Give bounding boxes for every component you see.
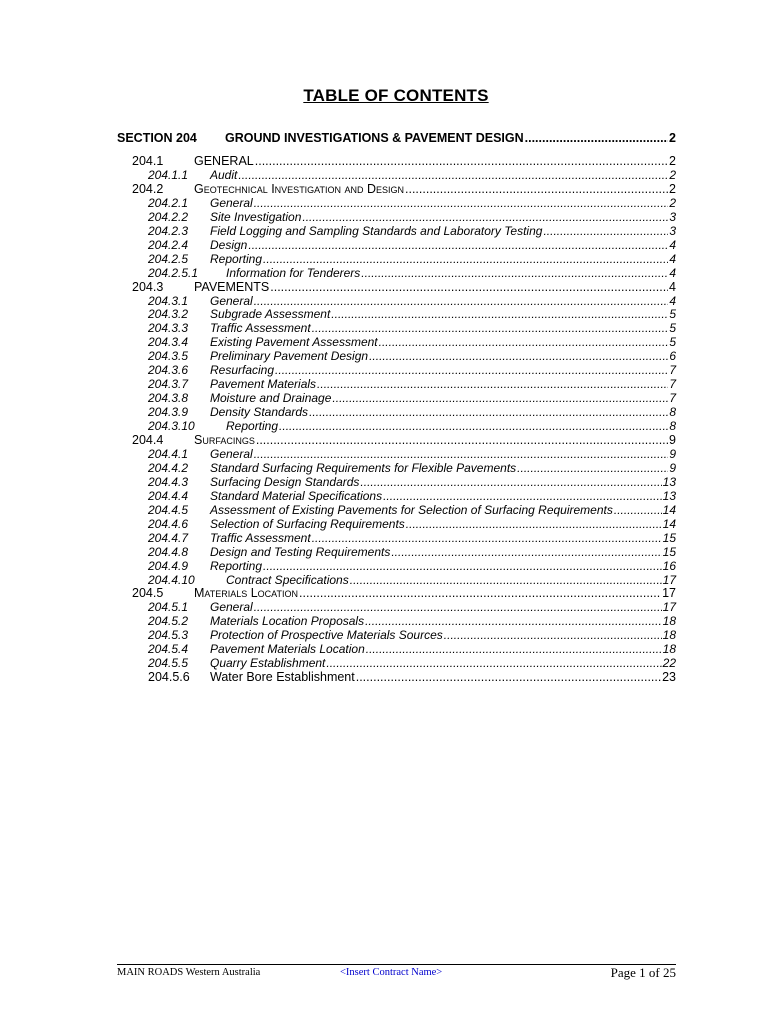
toc-entry[interactable]	[148, 363, 676, 377]
toc-entry-label: Reporting	[226, 419, 279, 434]
toc-leader-dots	[326, 656, 661, 670]
toc-entry-page: 6	[669, 349, 676, 364]
toc-entry-number: 204.4.10	[148, 572, 195, 587]
toc-entry-label: Assessment of Existing Pavements for Selection of Surfacing Requirements	[210, 502, 613, 517]
toc-entry-number: 204.4.7	[148, 530, 189, 545]
toc-entry-number: 204.3.10	[148, 419, 195, 434]
toc-entry-number: 204.3.2	[148, 307, 189, 322]
toc-entry-number: 204.5.1	[148, 600, 189, 615]
toc-entry[interactable]	[148, 503, 676, 517]
toc-entry-number: 204.5.6	[148, 670, 190, 685]
toc-entry-label: Subgrade Assessment	[210, 307, 331, 322]
toc-entry[interactable]	[132, 154, 676, 168]
toc-leader-dots	[299, 586, 661, 600]
toc-entry[interactable]	[148, 545, 676, 559]
toc-entry-label: Traffic Assessment	[210, 530, 311, 545]
toc-entry-page: 13	[662, 474, 676, 489]
toc-entry-number: 204.3.3	[148, 321, 189, 336]
toc-entry[interactable]	[148, 252, 676, 266]
toc-leader-dots	[270, 280, 668, 294]
toc-entry[interactable]	[148, 238, 676, 252]
toc-entry[interactable]	[148, 377, 676, 391]
toc-entry-label: Surfacing Design Standards	[210, 474, 360, 489]
toc-leader-dots	[254, 600, 662, 614]
toc-entry-number: 204.3.8	[148, 391, 189, 406]
footer-divider	[117, 964, 676, 965]
toc-leader-dots	[543, 224, 668, 238]
toc-entry[interactable]	[148, 656, 676, 670]
toc-leader-dots	[317, 377, 668, 391]
toc-leader-dots	[302, 210, 668, 224]
toc-entry-label: Standard Surfacing Requirements for Flexible Pavements	[210, 460, 517, 475]
toc-leader-dots	[254, 196, 669, 210]
toc-entry[interactable]	[132, 433, 676, 447]
toc-entry-number: 204.4	[132, 433, 164, 447]
toc-entry[interactable]	[148, 224, 676, 238]
toc-entry[interactable]	[148, 419, 676, 433]
toc-leader-dots	[350, 573, 662, 587]
toc-entry-label: Selection of Surfacing Requirements	[210, 516, 405, 531]
toc-entry-label: Density Standards	[210, 405, 309, 420]
toc-entry-number: 204.3.4	[148, 335, 189, 350]
toc-leader-dots	[254, 294, 669, 308]
toc-entry[interactable]	[148, 531, 676, 545]
toc-entry[interactable]	[148, 266, 676, 280]
toc-leader-dots	[383, 489, 662, 503]
toc-entry-label: Pavement Materials	[210, 377, 317, 392]
toc-entry[interactable]	[148, 461, 676, 475]
toc-entry-page: 5	[669, 335, 676, 350]
toc-leader-dots	[279, 419, 668, 433]
toc-entry-label: Field Logging and Sampling Standards and Laboratory Testing	[210, 223, 543, 238]
toc-entry-page: 4	[669, 279, 676, 294]
toc-entry-label: Site Investigation	[210, 209, 302, 224]
toc-entry-page: 9	[669, 446, 676, 461]
toc-entry[interactable]	[148, 210, 676, 224]
toc-entry[interactable]	[148, 670, 676, 684]
toc-entry-page: 18	[662, 614, 676, 629]
toc-leader-dots	[255, 154, 668, 168]
toc-entry-label: Pavement Materials Location	[210, 642, 365, 657]
toc-entry-number: 204.2.5	[148, 251, 189, 266]
toc-entry[interactable]	[148, 573, 676, 587]
toc-entry-page: 16	[662, 558, 676, 573]
toc-entry[interactable]	[148, 405, 676, 419]
toc-entry-page: 2	[669, 154, 676, 168]
toc-entry[interactable]	[148, 321, 676, 335]
toc-entry[interactable]	[148, 628, 676, 642]
toc-entry-label: GENERAL	[194, 154, 254, 168]
footer-page-number: Page 1 of 25	[610, 965, 676, 980]
toc-entry-label: Moisture and Drainage	[210, 391, 332, 406]
toc-leader-dots	[614, 503, 662, 517]
toc-entry[interactable]	[117, 131, 676, 145]
toc-entry-number: 204.3.5	[148, 349, 189, 364]
toc-entry[interactable]	[148, 642, 676, 656]
toc-entry-page: 17	[662, 586, 676, 601]
toc-entry[interactable]	[148, 168, 676, 182]
toc-leader-dots	[406, 517, 662, 531]
toc-entry[interactable]	[148, 349, 676, 363]
toc-entry-page: 9	[669, 433, 676, 447]
footer-organisation: MAIN ROADS Western Australia	[117, 967, 261, 978]
toc-entry-page: 3	[669, 223, 676, 238]
toc-entry-page: 2	[669, 167, 676, 182]
toc-leader-dots	[365, 614, 662, 628]
toc-entry-label: GROUND INVESTIGATIONS & PAVEMENT DESIGN	[225, 131, 524, 145]
toc-entry-page: 7	[669, 377, 676, 392]
toc-entry-page: 2	[669, 181, 676, 196]
toc-entry[interactable]	[148, 489, 676, 503]
toc-entry-label: Preliminary Pavement Design	[210, 349, 369, 364]
toc-entry-label: Design	[210, 237, 248, 252]
toc-entry-label: Reporting	[210, 558, 263, 573]
toc-leader-dots	[312, 531, 662, 545]
toc-entry-number: 204.5	[132, 586, 164, 601]
toc-leader-dots	[356, 670, 661, 684]
toc-entry-label: Water Bore Establishment	[210, 670, 355, 685]
toc-entry-number: 204.2.3	[148, 223, 189, 238]
toc-entry[interactable]	[148, 307, 676, 321]
toc-entry[interactable]	[148, 559, 676, 573]
toc-entry-label: Surfacings	[194, 433, 255, 447]
toc-entry-page: 14	[662, 502, 676, 517]
toc-entry[interactable]	[148, 196, 676, 210]
toc-entry-number: 204.4.2	[148, 460, 189, 475]
toc-leader-dots	[405, 182, 668, 196]
toc-entry[interactable]	[132, 586, 676, 600]
toc-leader-dots	[332, 391, 668, 405]
toc-entry-number: 204.5.3	[148, 628, 189, 643]
toc-entry-label: Resurfacing	[210, 363, 275, 378]
toc-entry-number: 204.4.9	[148, 558, 189, 573]
toc-entry-number: 204.4.6	[148, 516, 189, 531]
toc-entry-page: 4	[669, 251, 676, 266]
toc-entry-label: Information for Tenderers	[226, 265, 361, 280]
toc-entry-label: Protection of Prospective Materials Sources	[210, 628, 443, 643]
toc-entry-page: 3	[669, 209, 676, 224]
toc-entry[interactable]	[148, 614, 676, 628]
toc-entry-label: Reporting	[210, 251, 263, 266]
toc-entry-page: 8	[669, 419, 676, 434]
toc-entry-number: 204.5.4	[148, 642, 189, 657]
toc-entry[interactable]	[132, 280, 676, 294]
toc-entry-number: 204.4.5	[148, 502, 189, 517]
toc-entry-number: 204.3	[132, 279, 164, 294]
toc-leader-dots	[263, 252, 668, 266]
toc-entry-number: 204.4.1	[148, 446, 189, 461]
toc-entry-page: 4	[669, 293, 676, 308]
toc-entry-page: 2	[669, 131, 676, 145]
toc-entry-page: 5	[669, 307, 676, 322]
toc-entry-label: Design and Testing Requirements	[210, 544, 391, 559]
toc-entry-number: 204.2.1	[148, 195, 189, 210]
toc-entry-number: 204.2.4	[148, 237, 189, 252]
toc-entry-number: 204.3.9	[148, 405, 189, 420]
toc-entry-page: 4	[669, 265, 676, 280]
toc-entry-number: 204.4.8	[148, 544, 189, 559]
toc-entry-label: Quarry Establishment	[210, 656, 326, 671]
toc-entry-page: 17	[662, 572, 676, 587]
toc-entry-page: 7	[669, 391, 676, 406]
toc-entry-page: 9	[669, 460, 676, 475]
toc-entry-page: 22	[662, 656, 676, 671]
toc-leader-dots	[256, 433, 668, 447]
toc-entry-number: 204.5.5	[148, 656, 189, 671]
toc-entry-page: 4	[669, 237, 676, 252]
toc-entry-page: 7	[669, 363, 676, 378]
toc-entry-number: 204.4.3	[148, 474, 189, 489]
toc-leader-dots	[331, 307, 668, 321]
toc-entry-number: 204.1	[132, 154, 164, 168]
toc-entry-label: Existing Pavement Assessment	[210, 335, 378, 350]
toc-leader-dots	[254, 447, 669, 461]
toc-entry[interactable]	[148, 391, 676, 405]
toc-leader-dots	[369, 349, 668, 363]
toc-leader-dots	[391, 545, 661, 559]
toc-leader-dots	[238, 168, 668, 182]
toc-leader-dots	[379, 335, 669, 349]
toc-entry-label: PAVEMENTS	[194, 279, 270, 294]
toc-entry[interactable]	[148, 294, 676, 308]
toc-entry-number: 204.3.1	[148, 293, 189, 308]
toc-entry-label: General	[210, 446, 253, 461]
toc-entry[interactable]	[148, 447, 676, 461]
toc-entry-label: Contract Specifications	[226, 572, 349, 587]
toc-leader-dots	[360, 475, 661, 489]
toc-entry-number: SECTION 204	[117, 131, 197, 145]
toc-entry-label: Audit	[210, 167, 238, 182]
toc-entry-page: 5	[669, 321, 676, 336]
toc-entry-page: 14	[662, 516, 676, 531]
toc-leader-dots	[517, 461, 668, 475]
toc-leader-dots	[275, 363, 668, 377]
toc-entry[interactable]	[132, 182, 676, 196]
toc-leader-dots	[525, 131, 668, 145]
toc-entry[interactable]	[148, 475, 676, 489]
toc-entry-number: 204.2	[132, 181, 164, 196]
toc-entry-page: 15	[662, 544, 676, 559]
toc-entry-label: General	[210, 600, 253, 615]
toc-entry-page: 2	[669, 195, 676, 210]
toc-entry-page: 15	[662, 530, 676, 545]
toc-entry-page: 13	[662, 488, 676, 503]
toc-leader-dots	[248, 238, 668, 252]
contract-name-field[interactable]: <Insert Contract Name>	[340, 967, 443, 978]
toc-entry[interactable]	[148, 600, 676, 614]
toc-entry-page: 23	[662, 670, 676, 685]
toc-entry-label: Traffic Assessment	[210, 321, 311, 336]
toc-entry-number: 204.5.2	[148, 614, 189, 629]
footer-contract-name	[340, 967, 442, 978]
toc-entry-number: 204.4.4	[148, 488, 189, 503]
page-title: TABLE OF CONTENTS	[303, 86, 489, 105]
toc-entry-label: Materials Location	[194, 586, 299, 601]
toc-leader-dots	[444, 628, 662, 642]
toc-entry-label: General	[210, 195, 253, 210]
toc-entry-page: 8	[669, 405, 676, 420]
toc-entry[interactable]	[148, 517, 676, 531]
toc-leader-dots	[312, 321, 669, 335]
toc-leader-dots	[263, 559, 662, 573]
toc-leader-dots	[366, 642, 662, 656]
toc-entry-label: Standard Material Specifications	[210, 488, 383, 503]
toc-entry-label: Geotechnical Investigation and Design	[194, 181, 405, 196]
toc-entry-page: 17	[662, 600, 676, 615]
toc-entry-page: 18	[662, 628, 676, 643]
toc-entry-number: 204.3.6	[148, 363, 189, 378]
toc-leader-dots	[361, 266, 668, 280]
toc-entry-label: General	[210, 293, 253, 308]
toc-entry-number: 204.1.1	[148, 167, 189, 182]
toc-leader-dots	[309, 405, 668, 419]
toc-entry-label: Materials Location Proposals	[210, 614, 365, 629]
toc-entry[interactable]	[148, 335, 676, 349]
toc-entry-page: 18	[662, 642, 676, 657]
toc-entry-number: 204.3.7	[148, 377, 189, 392]
toc-entry-number: 204.2.5.1	[148, 265, 199, 280]
toc-entry-number: 204.2.2	[148, 209, 189, 224]
